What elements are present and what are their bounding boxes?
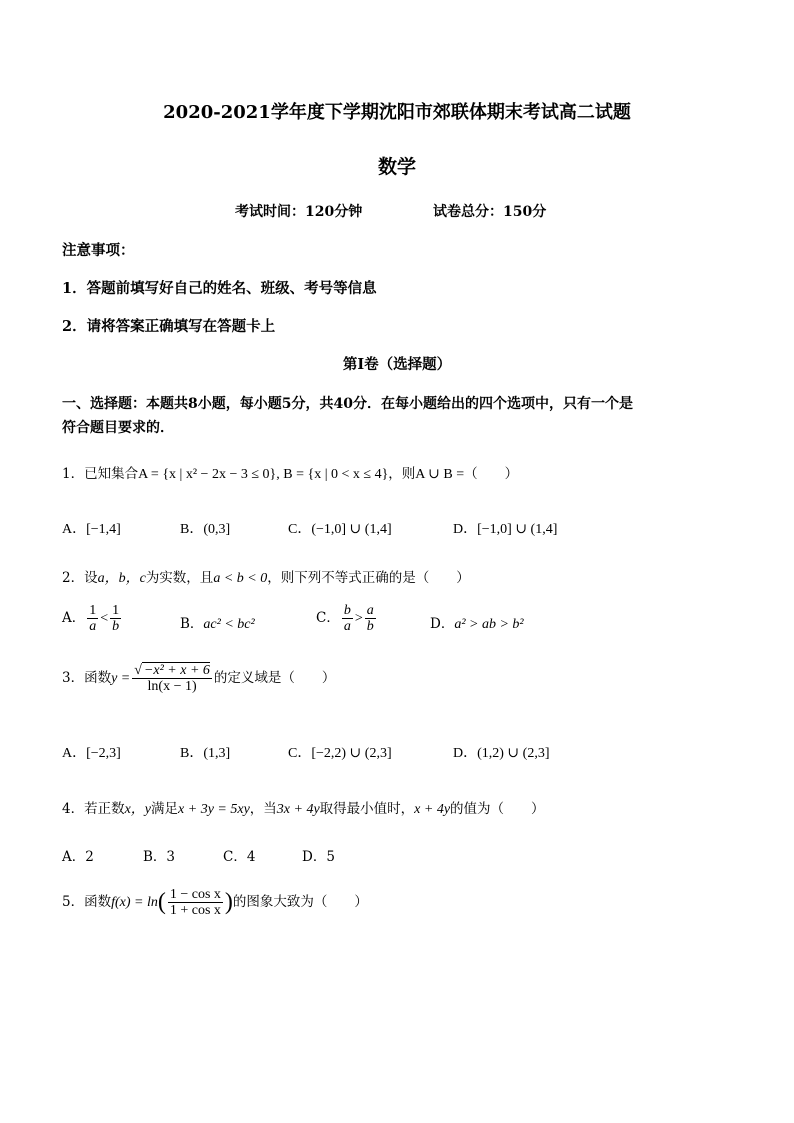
q1-mid: ，则 (388, 466, 416, 482)
q2-mid: 为实数，且 (145, 570, 214, 586)
question-1-stem (62, 462, 518, 483)
q5-lhs: f(x) = ln (111, 895, 158, 910)
exam-time: 考试时间：120分钟 (235, 204, 363, 220)
section-instruction-line1: 一、选择题：本题共8小题，每小题5分，共40分．在每小题给出的四个选项中，只有一个是 (62, 396, 633, 412)
q3-suffix: 的定义域是（ ） (213, 670, 336, 686)
q3-option-b: B．(1,3] (180, 746, 231, 761)
q4-mid2: ，当 (249, 801, 277, 817)
note-item-1: 1．答题前填写好自己的姓名、班级、考号等信息 (62, 280, 377, 297)
q4-suffix: 的值为（ ） (450, 801, 545, 817)
q4-option-a: A．2 (62, 849, 94, 865)
q3-option-a: A．[−2,3] (62, 746, 121, 761)
question-4-stem (62, 797, 545, 818)
q4-mid3: 取得最小值时， (319, 801, 415, 817)
q3-denominator: ln(x − 1) (147, 679, 197, 694)
exam-title: 2020-2021学年度下学期沈阳市郊联体期末考试高二试题 (163, 102, 631, 123)
q1-option-a: A．[−1,4] (62, 522, 121, 537)
q3-numerator: −x² + x + 6 (143, 663, 210, 678)
q1-union: A ∪ B = (415, 467, 465, 482)
q4-expr1: 3x + 4y (276, 802, 320, 817)
q4-option-c: C．4 (223, 849, 256, 865)
q4-expr2: x + 4y (414, 802, 451, 817)
q1-suffix: （ ） (464, 466, 519, 482)
q2-vars: a，b，c (97, 571, 146, 586)
section-instruction-line2: 符合题目要求的． (62, 420, 174, 436)
q1-sets: A = {x | x² − 2x − 3 ≤ 0}, B = {x | 0 < x ≤ 4} (138, 467, 389, 482)
q5-denominator: 1 + cos x (169, 903, 221, 918)
question-2-stem (62, 566, 470, 587)
q4-vars: x，y (124, 802, 152, 817)
q2-option-c: C． $\frac{b}{a}$ > $\frac{a}{b}$ (316, 603, 374, 634)
q3-fraction: $\frac{\text{√ −x² + x + 6}}{\ln(x - 1)}$ (134, 663, 210, 694)
q4-equation: x + 3y = 5xy (178, 802, 250, 817)
question-3-stem (62, 663, 335, 694)
q4-option-b: B．3 (143, 849, 176, 865)
question-5-stem: 5．函数f(x) = ln( $\frac{\text{1 − cos x}}{\text{1 + cos x}}$ )的图象大致为（ ） (62, 887, 368, 918)
q3-lhs: y = (111, 671, 131, 686)
q5-suffix: 的图象大致为（ ） (232, 894, 368, 910)
q4-option-d: D．5 (302, 849, 335, 865)
volume-heading: 第Ⅰ卷（选择题） (342, 356, 452, 373)
q3-option-d: D．(1,2) ∪ (2,3] (453, 746, 550, 761)
q2-option-b: B．ac² < bc² (180, 616, 255, 632)
notes-heading: 注意事项： (62, 242, 135, 259)
q5-prefix: 5．函数 (62, 894, 112, 910)
q2-option-a: A． $\frac{1}{a}$ < $\frac{1}{b}$ (62, 603, 120, 634)
q2-option-d: D．a² > ab > b² (430, 616, 524, 632)
total-score: 试卷总分：150分 (433, 204, 547, 220)
q5-numerator: 1 − cos x (169, 887, 221, 902)
q1-option-c: C．(−1,0] ∪ (1,4] (288, 522, 392, 537)
q4-mid1: 满足 (151, 801, 179, 817)
q4-prefix: 4．若正数 (62, 801, 125, 817)
q5-fraction (168, 887, 223, 918)
q1-option-d: D．[−1,0] ∪ (1,4] (453, 522, 558, 537)
subject-title: 数学 (377, 156, 416, 178)
note-item-2: 2．请将答案正确填写在答题卡上 (62, 318, 276, 335)
q1-option-b: B．(0,3] (180, 522, 231, 537)
q3-option-c: C．[−2,2) ∪ (2,3] (288, 746, 392, 761)
q2-condition: a < b < 0 (213, 571, 268, 586)
q1-prefix: 1．已知集合 (62, 466, 139, 482)
q2-prefix: 2．设 (62, 570, 98, 586)
q3-prefix: 3．函数 (62, 670, 112, 686)
q2-suffix: ，则下列不等式正确的是（ ） (267, 570, 470, 586)
